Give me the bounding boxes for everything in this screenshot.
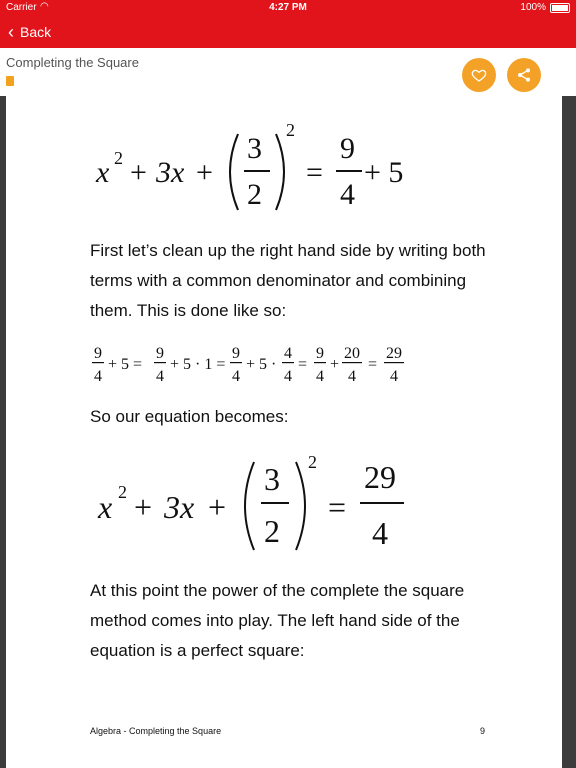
eq1-rhs-add: + 5	[364, 156, 404, 189]
status-bar	[0, 0, 576, 16]
battery-percent: 100%	[520, 2, 546, 13]
eq3-right-paren	[296, 462, 305, 550]
eq3-left-paren	[245, 462, 254, 550]
page-title: Completing the Square	[6, 55, 139, 70]
heart-icon	[471, 67, 487, 83]
eq3-rhs-den: 4	[372, 515, 388, 551]
eq3-x: x	[98, 489, 113, 525]
eq3-plus-2: +	[208, 489, 227, 525]
back-button[interactable]	[8, 22, 51, 42]
eq1-exponent: 2	[114, 148, 123, 168]
eq1-equals: =	[306, 156, 323, 189]
eq3-3x: 3x	[164, 489, 195, 525]
paragraph-2: So our equation becomes:	[90, 407, 289, 426]
eq2-t3: + 5 ·	[246, 356, 277, 373]
eq2-f1-den: 4	[94, 368, 102, 385]
carrier-label: Carrier	[6, 2, 37, 13]
eq2-f7-num: 29	[386, 345, 402, 362]
battery-icon	[550, 3, 570, 13]
eq3-frac-den: 2	[264, 513, 280, 549]
book-page	[6, 96, 562, 768]
share-button[interactable]	[507, 58, 541, 92]
eq2-f5-den: 4	[316, 368, 324, 385]
eq3-exponent: 2	[118, 482, 127, 502]
book-header	[0, 48, 576, 96]
share-icon	[516, 67, 532, 83]
eq3-rhs-num: 29	[364, 459, 396, 495]
eq1-frac-den: 2	[247, 178, 262, 211]
eq1-frac-num: 3	[247, 132, 262, 165]
eq1-rhs-num: 9	[340, 132, 355, 165]
eq2-f2-num: 9	[156, 345, 164, 362]
eq3-frac-bar	[261, 502, 289, 504]
eq1-plus: +	[130, 156, 147, 189]
eq2-t6: =	[368, 356, 378, 373]
eq3-plus: +	[134, 489, 153, 525]
back-label: Back	[20, 24, 52, 40]
eq2-t1: + 5 =	[108, 356, 143, 373]
eq2-f5-num: 9	[316, 345, 324, 362]
book-icon	[6, 76, 14, 86]
chevron-left-icon: ‹	[8, 22, 14, 42]
reader-area[interactable]	[0, 96, 576, 768]
eq3-paren-exponent: 2	[308, 452, 317, 472]
eq2-f3-num: 9	[232, 345, 240, 362]
equation-3	[6, 96, 562, 576]
top-bar	[0, 0, 576, 48]
eq2-f6-den: 4	[348, 368, 356, 385]
favorite-button[interactable]	[462, 58, 496, 92]
eq2-f4-den: 4	[284, 368, 292, 385]
page-footer-title: Algebra - Completing the Square	[90, 726, 222, 736]
eq2-f1-num: 9	[94, 345, 102, 362]
eq1-paren-exponent: 2	[286, 120, 295, 140]
eq1-3x: 3x	[156, 156, 185, 189]
eq2-f2-den: 4	[156, 368, 164, 385]
eq1-rhs-den: 4	[340, 178, 355, 211]
eq2-f4-num: 4	[284, 345, 292, 362]
eq2-f3-den: 4	[232, 368, 240, 385]
eq2-t2: + 5 · 1 =	[170, 356, 226, 373]
eq2-t4: =	[298, 356, 308, 373]
wifi-icon: ◠	[40, 1, 49, 12]
eq3-equals: =	[328, 489, 347, 525]
eq2-f6-num: 20	[344, 345, 360, 362]
eq2-t5: +	[330, 356, 340, 373]
page-number: 9	[480, 726, 486, 736]
eq1-x: x	[96, 156, 110, 189]
clock: 4:27 PM	[269, 2, 307, 13]
paragraph-3: At this point the power of the complete the square method comes into play. The left hand side of the equation is a perfect square:	[90, 581, 465, 660]
eq3-rhs-bar	[360, 502, 404, 504]
eq3-frac-num: 3	[264, 461, 280, 497]
eq2-f7-den: 4	[390, 368, 398, 385]
paragraph-1: First let’s clean up the right hand side by writing both terms with a common denominator and combining them. This is done like so:	[90, 241, 486, 320]
eq1-plus-2: +	[196, 156, 213, 189]
